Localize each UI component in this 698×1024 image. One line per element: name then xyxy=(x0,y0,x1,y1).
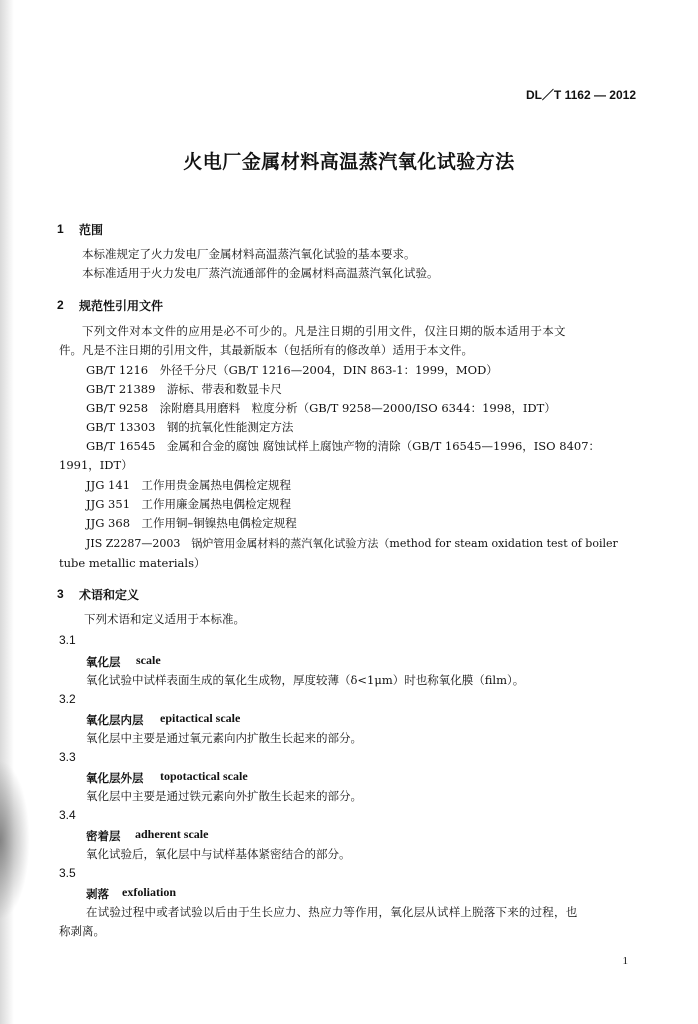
section-number: 3 xyxy=(57,587,64,601)
term-chinese: 氧化层 xyxy=(86,655,121,669)
reference-item: GB/T 16545 金属和合金的腐蚀 腐蚀试样上腐蚀产物的清除（GB/T 16545—1996，ISO 8407： xyxy=(86,439,601,453)
term-english: epitactical scale xyxy=(160,711,241,725)
paragraph: 本标准规定了火力发电厂金属材料高温蒸汽氧化试验的基本要求。 xyxy=(82,247,416,261)
term-chinese: 剥落 xyxy=(86,887,109,901)
term-number: 3.2 xyxy=(59,692,76,706)
section-title: 规范性引用文件 xyxy=(79,299,164,313)
term-definition: 氧化试验中试样表面生成的氧化生成物，厚度较薄（δ<1μm）时也称氧化膜（film）。 xyxy=(86,673,525,687)
paragraph: 下列文件对本文件的应用是必不可少的。凡是注日期的引用文件，仅注日期的版本适用于本文 xyxy=(82,324,566,338)
term-number: 3.3 xyxy=(59,750,76,764)
section-number: 2 xyxy=(57,298,64,312)
term-chinese: 氧化层内层 xyxy=(86,713,144,727)
term-english: scale xyxy=(136,653,161,667)
reference-item: JJG 351 工作用廉金属热电偶检定规程 xyxy=(86,497,292,511)
reference-item: GB/T 21389 游标、带表和数显卡尺 xyxy=(86,382,282,396)
term-number: 3.1 xyxy=(59,633,76,647)
document-title: 火电厂金属材料高温蒸汽氧化试验方法 xyxy=(183,151,515,173)
term-number: 3.4 xyxy=(59,808,76,822)
standard-code: DL／T 1162 — 2012 xyxy=(525,88,636,102)
paragraph: 下列术语和定义适用于本标准。 xyxy=(84,612,245,626)
reference-item-continued: 1991，IDT） xyxy=(59,458,133,472)
term-english: adherent scale xyxy=(135,827,209,841)
term-chinese: 氧化层外层 xyxy=(86,771,144,785)
scan-edge-speck xyxy=(0,760,30,920)
paragraph: 本标准适用于火力发电厂蒸汽流通部件的金属材料高温蒸汽氧化试验。 xyxy=(82,266,439,280)
term-english: exfoliation xyxy=(122,885,176,899)
reference-item: JIS Z2287—2003 锅炉管用金属材料的蒸汽氧化试验方法（method for steam oxidation test of boiler xyxy=(86,537,618,550)
section-number: 1 xyxy=(57,222,64,236)
term-chinese: 密着层 xyxy=(86,829,121,843)
section-title: 范围 xyxy=(79,223,104,237)
section-title: 术语和定义 xyxy=(79,588,140,602)
reference-item: JJG 368 工作用铜–铜镍热电偶检定规程 xyxy=(86,516,297,530)
page-number: 1 xyxy=(622,955,628,967)
reference-item: GB/T 13303 钢的抗氧化性能测定方法 xyxy=(86,420,294,434)
reference-item: JJG 141 工作用贵金属热电偶检定规程 xyxy=(86,478,292,492)
term-english: topotactical scale xyxy=(160,769,248,783)
paragraph: 件。凡是不注日期的引用文件，其最新版本（包括所有的修改单）适用于本文件。 xyxy=(59,343,473,357)
term-definition: 氧化试验后，氧化层中与试样基体紧密结合的部分。 xyxy=(86,847,351,861)
reference-item-continued: tube metallic materials） xyxy=(59,556,206,570)
reference-item: GB/T 1216 外径千分尺（GB/T 1216—2004，DIN 863-1：1999，MOD） xyxy=(86,363,498,377)
term-definition: 氧化层中主要是通过氧元素向内扩散生长起来的部分。 xyxy=(86,731,362,745)
reference-item: GB/T 9258 涂附磨具用磨料 粒度分析（GB/T 9258—2000/ISO 6344：1998，IDT） xyxy=(86,401,556,415)
term-definition-continued: 称剥离。 xyxy=(59,924,105,938)
term-definition: 在试验过程中或者试验以后由于生长应力、热应力等作用，氧化层从试样上脱落下来的过程，也 xyxy=(86,905,578,919)
term-definition: 氧化层中主要是通过铁元素向外扩散生长起来的部分。 xyxy=(86,789,362,803)
term-number: 3.5 xyxy=(59,866,76,880)
